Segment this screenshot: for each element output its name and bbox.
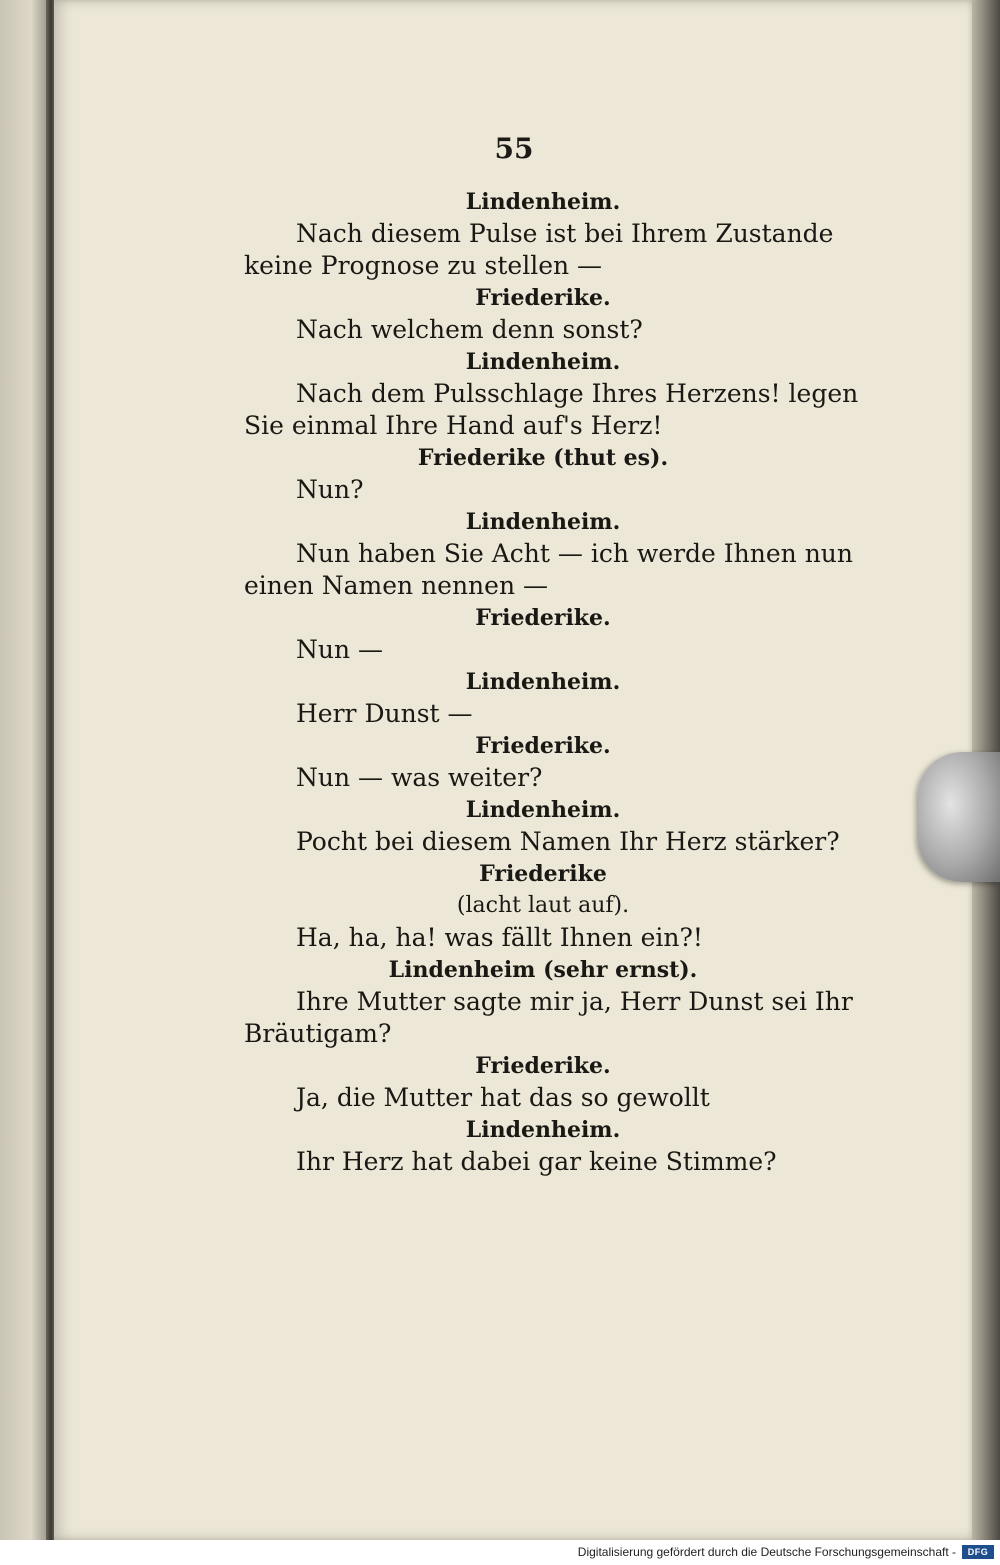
speaker-name: Lindenheim. — [465, 1117, 621, 1143]
speech-line: Pocht bei diesem Namen Ihr Herz stärker? — [296, 827, 840, 856]
page-number: 55 — [494, 132, 534, 165]
speech-line: Ihr Herz hat dabei gar keine Stimme? — [296, 1147, 777, 1176]
speech-line: Nach diesem Pulse ist bei Ihrem Zustande — [296, 219, 834, 248]
speech-line: Nach dem Pulsschlage Ihres Herzens! legen — [296, 379, 859, 408]
speech-line: Bräutigam? — [244, 1019, 392, 1048]
speech-line: Ja, die Mutter hat das so gewollt — [296, 1083, 710, 1112]
speaker-name: Lindenheim. — [465, 669, 621, 695]
speech-line: Nach welchem denn sonst? — [296, 315, 643, 344]
book-page — [54, 0, 974, 1540]
speech-line: Herr Dunst — — [296, 699, 473, 728]
speech-line: einen Namen nennen — — [244, 571, 549, 600]
speaker-name: Lindenheim. — [465, 189, 621, 215]
speaker-name: Friederike. — [475, 605, 611, 631]
stage-direction: (lacht laut auf). — [456, 893, 630, 918]
dfg-logo: DFG — [962, 1545, 994, 1559]
speech-line: Nun — was weiter? — [296, 763, 543, 792]
footer-bar — [0, 1540, 1000, 1565]
speaker-name: Friederike (thut es). — [417, 445, 669, 471]
speech-line: Nun — — [296, 635, 384, 664]
footer-credit: Digitalisierung gefördert durch die Deutsche Forschungsgemeinschaft - — [577, 1545, 956, 1559]
left-page-edge — [0, 0, 52, 1540]
speaker-name: Lindenheim. — [465, 797, 621, 823]
speech-line: Ha, ha, ha! was fällt Ihnen ein?! — [296, 923, 703, 952]
page-clip — [918, 752, 1000, 882]
speaker-name: Lindenheim. — [465, 349, 621, 375]
speech-line: Sie einmal Ihre Hand auf's Herz! — [244, 411, 663, 440]
speech-line: Nun haben Sie Acht — ich werde Ihnen nun — [296, 539, 853, 568]
speech-line: keine Prognose zu stellen — — [244, 251, 603, 280]
speech-line: Nun? — [296, 475, 364, 504]
speaker-name: Lindenheim. — [465, 509, 621, 535]
speaker-name: Friederike. — [475, 1053, 611, 1079]
speaker-name: Lindenheim (sehr ernst). — [388, 957, 698, 983]
speaker-name: Friederike — [479, 861, 607, 887]
speaker-name: Friederike. — [475, 733, 611, 759]
play-text — [244, 186, 859, 1178]
speaker-name: Friederike. — [475, 285, 611, 311]
speech-line: Ihre Mutter sagte mir ja, Herr Dunst sei Ihr — [296, 987, 853, 1016]
